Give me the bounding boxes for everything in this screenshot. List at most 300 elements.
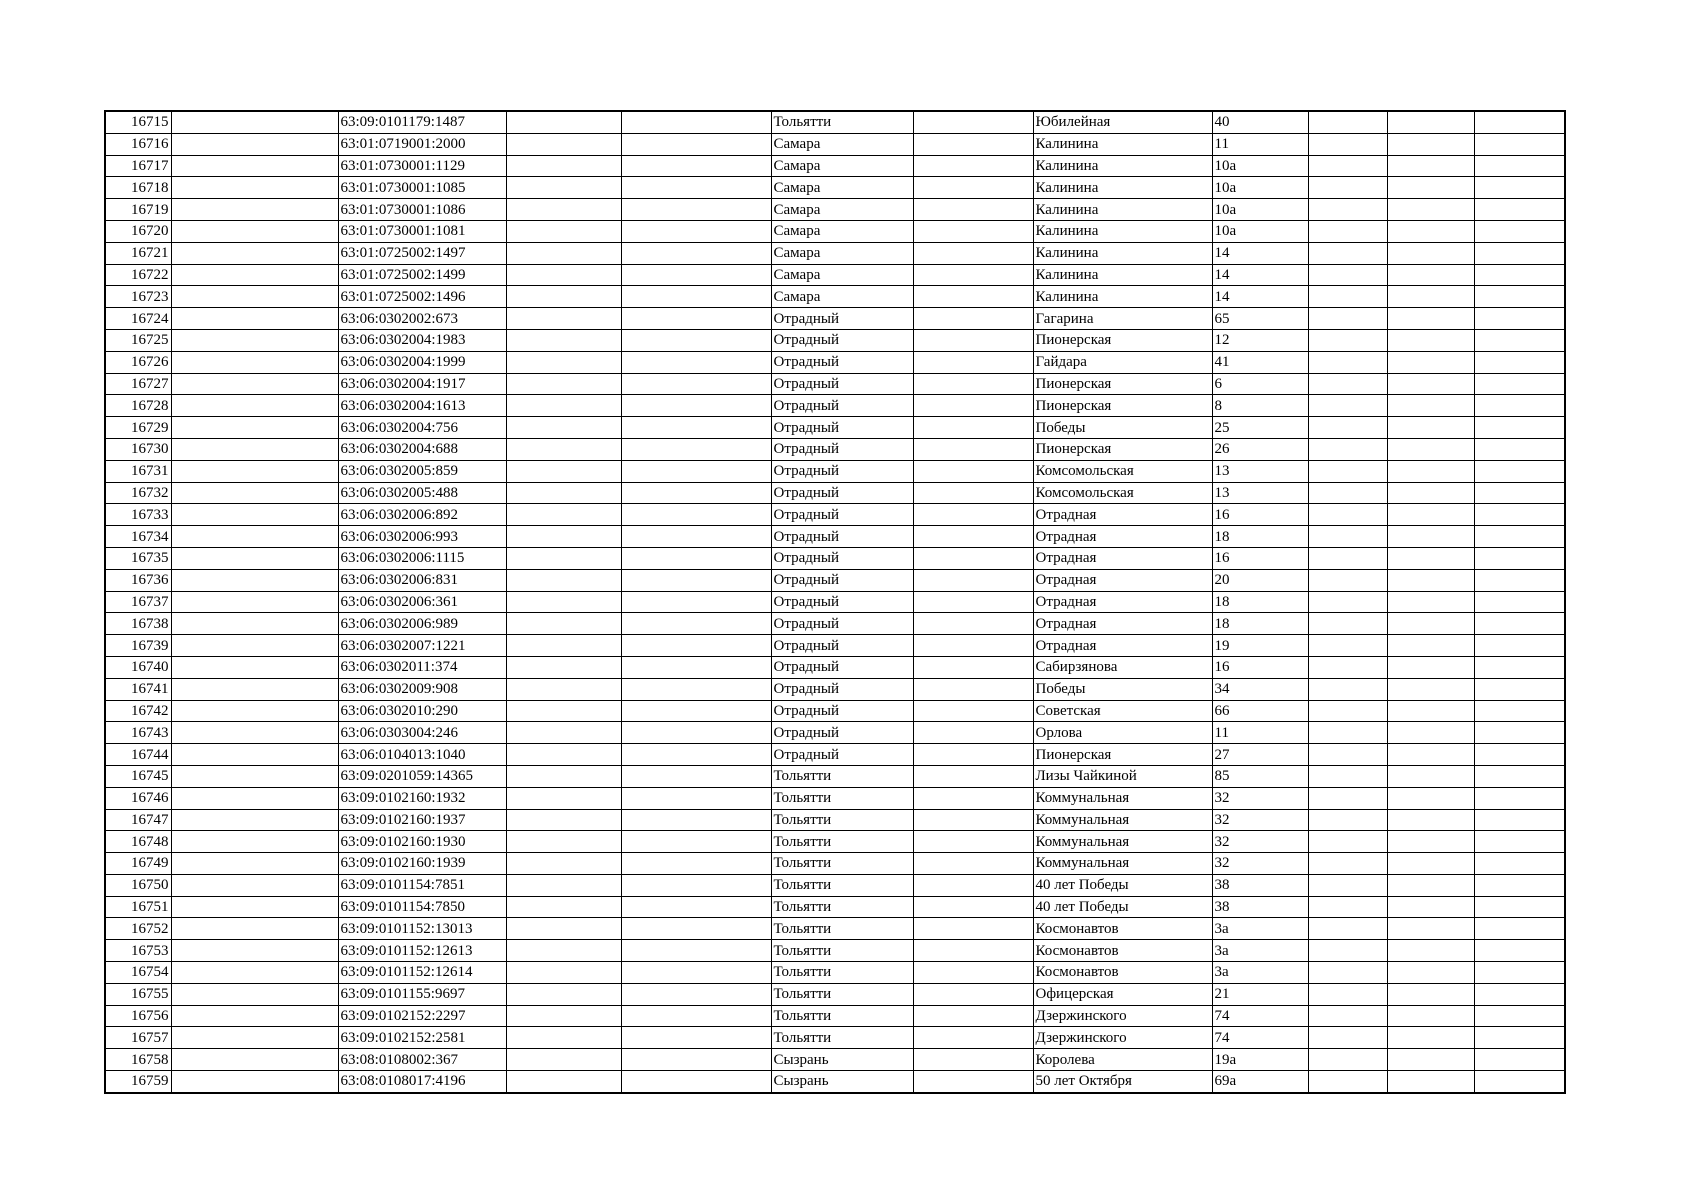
empty-cell: [171, 395, 338, 417]
empty-cell: [913, 1071, 1033, 1093]
street-cell: Калинина: [1033, 133, 1212, 155]
empty-cell: [171, 896, 338, 918]
cadastral-number-cell: 63:06:0302006:831: [338, 569, 506, 591]
cadastral-number-cell: 63:01:0730001:1085: [338, 177, 506, 199]
empty-cell: [1474, 504, 1565, 526]
empty-cell: [621, 460, 771, 482]
empty-cell: [1474, 787, 1565, 809]
row-number-cell: 16741: [105, 678, 171, 700]
empty-cell: [913, 787, 1033, 809]
empty-cell: [1387, 700, 1474, 722]
empty-cell: [1387, 613, 1474, 635]
table-row: [105, 591, 1565, 613]
empty-cell: [506, 1005, 621, 1027]
empty-cell: [621, 286, 771, 308]
empty-cell: [1308, 983, 1387, 1005]
empty-cell: [1387, 373, 1474, 395]
row-number-cell: 16752: [105, 918, 171, 940]
empty-cell: [171, 918, 338, 940]
empty-cell: [1474, 373, 1565, 395]
empty-cell: [913, 286, 1033, 308]
table-row: [105, 177, 1565, 199]
table-row: [105, 482, 1565, 504]
cadastral-number-cell: 63:06:0302002:673: [338, 308, 506, 330]
empty-cell: [913, 874, 1033, 896]
empty-cell: [913, 373, 1033, 395]
empty-cell: [913, 744, 1033, 766]
cadastral-number-cell: 63:06:0302004:1983: [338, 329, 506, 351]
house-number-cell: 32: [1212, 831, 1308, 853]
row-number-cell: 16728: [105, 395, 171, 417]
empty-cell: [1474, 1071, 1565, 1093]
empty-cell: [913, 853, 1033, 875]
empty-cell: [506, 700, 621, 722]
empty-cell: [1387, 656, 1474, 678]
cadastral-number-cell: 63:06:0303004:246: [338, 722, 506, 744]
empty-cell: [171, 460, 338, 482]
empty-cell: [1474, 635, 1565, 657]
row-number-cell: 16740: [105, 656, 171, 678]
empty-cell: [621, 1071, 771, 1093]
empty-cell: [621, 613, 771, 635]
empty-cell: [171, 133, 338, 155]
empty-cell: [506, 286, 621, 308]
empty-cell: [1387, 874, 1474, 896]
cadastral-number-cell: 63:01:0725002:1496: [338, 286, 506, 308]
empty-cell: [1308, 1049, 1387, 1071]
cadastral-number-cell: 63:09:0102152:2297: [338, 1005, 506, 1027]
house-number-cell: 19: [1212, 635, 1308, 657]
empty-cell: [913, 351, 1033, 373]
empty-cell: [1387, 395, 1474, 417]
street-cell: Калинина: [1033, 177, 1212, 199]
empty-cell: [506, 809, 621, 831]
street-cell: Дзержинского: [1033, 1005, 1212, 1027]
empty-cell: [1474, 417, 1565, 439]
empty-cell: [621, 438, 771, 460]
empty-cell: [506, 417, 621, 439]
empty-cell: [506, 373, 621, 395]
empty-cell: [1387, 547, 1474, 569]
empty-cell: [621, 656, 771, 678]
city-cell: Отрадный: [771, 635, 913, 657]
house-number-cell: 13: [1212, 460, 1308, 482]
city-cell: Тольятти: [771, 809, 913, 831]
empty-cell: [621, 809, 771, 831]
table-row: [105, 874, 1565, 896]
row-number-cell: 16754: [105, 962, 171, 984]
empty-cell: [621, 526, 771, 548]
row-number-cell: 16747: [105, 809, 171, 831]
street-cell: 40 лет Победы: [1033, 896, 1212, 918]
cadastral-number-cell: 63:01:0719001:2000: [338, 133, 506, 155]
city-cell: Отрадный: [771, 438, 913, 460]
empty-cell: [1387, 155, 1474, 177]
street-cell: Лизы Чайкиной: [1033, 765, 1212, 787]
empty-cell: [1387, 264, 1474, 286]
empty-cell: [621, 308, 771, 330]
cadastral-number-cell: 63:09:0102160:1932: [338, 787, 506, 809]
city-cell: Отрадный: [771, 460, 913, 482]
street-cell: Отрадная: [1033, 504, 1212, 526]
cadastral-number-cell: 63:06:0302005:488: [338, 482, 506, 504]
house-number-cell: 74: [1212, 1005, 1308, 1027]
empty-cell: [506, 787, 621, 809]
cadastral-number-cell: 63:09:0101154:7850: [338, 896, 506, 918]
street-cell: Коммунальная: [1033, 853, 1212, 875]
empty-cell: [1387, 482, 1474, 504]
empty-cell: [621, 155, 771, 177]
empty-cell: [1474, 133, 1565, 155]
empty-cell: [621, 635, 771, 657]
row-number-cell: 16715: [105, 111, 171, 133]
street-cell: Сабирзянова: [1033, 656, 1212, 678]
house-number-cell: 38: [1212, 874, 1308, 896]
city-cell: Отрадный: [771, 526, 913, 548]
cadastral-number-cell: 63:01:0725002:1499: [338, 264, 506, 286]
empty-cell: [1387, 526, 1474, 548]
empty-cell: [1308, 744, 1387, 766]
row-number-cell: 16735: [105, 547, 171, 569]
row-number-cell: 16744: [105, 744, 171, 766]
table-row: [105, 133, 1565, 155]
house-number-cell: 65: [1212, 308, 1308, 330]
empty-cell: [621, 940, 771, 962]
house-number-cell: 38: [1212, 896, 1308, 918]
empty-cell: [1308, 1027, 1387, 1049]
house-number-cell: 11: [1212, 133, 1308, 155]
empty-cell: [506, 962, 621, 984]
empty-cell: [171, 962, 338, 984]
empty-cell: [1474, 853, 1565, 875]
house-number-cell: 21: [1212, 983, 1308, 1005]
row-number-cell: 16730: [105, 438, 171, 460]
table-row: [105, 504, 1565, 526]
empty-cell: [1387, 460, 1474, 482]
empty-cell: [621, 547, 771, 569]
street-cell: Космонавтов: [1033, 940, 1212, 962]
empty-cell: [1308, 308, 1387, 330]
empty-cell: [506, 242, 621, 264]
city-cell: Самара: [771, 220, 913, 242]
empty-cell: [506, 351, 621, 373]
cadastral-number-cell: 63:09:0101154:7851: [338, 874, 506, 896]
table-row: [105, 111, 1565, 133]
empty-cell: [1308, 962, 1387, 984]
empty-cell: [913, 504, 1033, 526]
table-row: [105, 569, 1565, 591]
city-cell: Тольятти: [771, 1005, 913, 1027]
house-number-cell: 16: [1212, 504, 1308, 526]
empty-cell: [1387, 220, 1474, 242]
empty-cell: [171, 111, 338, 133]
row-number-cell: 16757: [105, 1027, 171, 1049]
empty-cell: [1474, 242, 1565, 264]
city-cell: Отрадный: [771, 417, 913, 439]
empty-cell: [1308, 482, 1387, 504]
empty-cell: [1308, 896, 1387, 918]
empty-cell: [913, 896, 1033, 918]
cadastral-number-cell: 63:06:0302010:290: [338, 700, 506, 722]
empty-cell: [913, 417, 1033, 439]
empty-cell: [1308, 853, 1387, 875]
empty-cell: [1474, 264, 1565, 286]
empty-cell: [621, 962, 771, 984]
house-number-cell: 32: [1212, 853, 1308, 875]
empty-cell: [913, 177, 1033, 199]
cadastral-number-cell: 63:06:0302004:756: [338, 417, 506, 439]
empty-cell: [1387, 983, 1474, 1005]
empty-cell: [1474, 111, 1565, 133]
empty-cell: [171, 678, 338, 700]
table-row: [105, 656, 1565, 678]
empty-cell: [1387, 787, 1474, 809]
empty-cell: [506, 395, 621, 417]
empty-cell: [621, 1027, 771, 1049]
empty-cell: [171, 482, 338, 504]
empty-cell: [1474, 809, 1565, 831]
empty-cell: [171, 765, 338, 787]
empty-cell: [1387, 286, 1474, 308]
city-cell: Тольятти: [771, 853, 913, 875]
empty-cell: [621, 242, 771, 264]
empty-cell: [506, 983, 621, 1005]
row-number-cell: 16733: [105, 504, 171, 526]
city-cell: Отрадный: [771, 744, 913, 766]
house-number-cell: 69а: [1212, 1071, 1308, 1093]
city-cell: Тольятти: [771, 831, 913, 853]
empty-cell: [506, 504, 621, 526]
empty-cell: [913, 111, 1033, 133]
street-cell: Пионерская: [1033, 438, 1212, 460]
house-number-cell: 12: [1212, 329, 1308, 351]
row-number-cell: 16738: [105, 613, 171, 635]
house-number-cell: 19а: [1212, 1049, 1308, 1071]
row-number-cell: 16739: [105, 635, 171, 657]
empty-cell: [1387, 199, 1474, 221]
street-cell: Отрадная: [1033, 591, 1212, 613]
house-number-cell: 74: [1212, 1027, 1308, 1049]
row-number-cell: 16722: [105, 264, 171, 286]
empty-cell: [506, 220, 621, 242]
empty-cell: [1308, 460, 1387, 482]
table-row: [105, 395, 1565, 417]
cadastral-number-cell: 63:06:0302004:688: [338, 438, 506, 460]
empty-cell: [171, 155, 338, 177]
empty-cell: [171, 329, 338, 351]
empty-cell: [621, 220, 771, 242]
house-number-cell: 10а: [1212, 199, 1308, 221]
street-cell: Отрадная: [1033, 526, 1212, 548]
city-cell: Отрадный: [771, 569, 913, 591]
empty-cell: [1474, 940, 1565, 962]
empty-cell: [506, 111, 621, 133]
empty-cell: [1308, 242, 1387, 264]
empty-cell: [1474, 308, 1565, 330]
street-cell: Пионерская: [1033, 395, 1212, 417]
empty-cell: [1308, 765, 1387, 787]
empty-cell: [621, 678, 771, 700]
city-cell: Самара: [771, 286, 913, 308]
empty-cell: [171, 373, 338, 395]
empty-cell: [171, 1071, 338, 1093]
empty-cell: [913, 569, 1033, 591]
cadastral-number-cell: 63:06:0302004:1613: [338, 395, 506, 417]
empty-cell: [621, 133, 771, 155]
city-cell: Тольятти: [771, 940, 913, 962]
table-row: [105, 787, 1565, 809]
table-row: [105, 1027, 1565, 1049]
empty-cell: [171, 787, 338, 809]
empty-cell: [1474, 177, 1565, 199]
empty-cell: [1308, 722, 1387, 744]
empty-cell: [913, 438, 1033, 460]
empty-cell: [506, 133, 621, 155]
empty-cell: [171, 199, 338, 221]
empty-cell: [913, 809, 1033, 831]
city-cell: Самара: [771, 133, 913, 155]
table-row: [105, 700, 1565, 722]
empty-cell: [506, 177, 621, 199]
empty-cell: [506, 678, 621, 700]
empty-cell: [621, 504, 771, 526]
street-cell: Офицерская: [1033, 983, 1212, 1005]
row-number-cell: 16749: [105, 853, 171, 875]
row-number-cell: 16736: [105, 569, 171, 591]
empty-cell: [913, 155, 1033, 177]
cadastral-number-cell: 63:09:0201059:14365: [338, 765, 506, 787]
table-row: [105, 417, 1565, 439]
empty-cell: [1387, 1005, 1474, 1027]
empty-cell: [1387, 918, 1474, 940]
cadastral-number-cell: 63:01:0730001:1086: [338, 199, 506, 221]
empty-cell: [913, 700, 1033, 722]
table-row: [105, 809, 1565, 831]
house-number-cell: 16: [1212, 656, 1308, 678]
empty-cell: [1387, 417, 1474, 439]
empty-cell: [1387, 111, 1474, 133]
street-cell: Советская: [1033, 700, 1212, 722]
empty-cell: [171, 831, 338, 853]
row-number-cell: 16756: [105, 1005, 171, 1027]
row-number-cell: 16748: [105, 831, 171, 853]
table-row: [105, 722, 1565, 744]
table-row: [105, 1049, 1565, 1071]
empty-cell: [621, 482, 771, 504]
empty-cell: [913, 482, 1033, 504]
street-cell: Калинина: [1033, 199, 1212, 221]
street-cell: 50 лет Октября: [1033, 1071, 1212, 1093]
empty-cell: [171, 1005, 338, 1027]
city-cell: Самара: [771, 155, 913, 177]
cadastral-number-cell: 63:01:0725002:1497: [338, 242, 506, 264]
city-cell: Отрадный: [771, 547, 913, 569]
empty-cell: [171, 591, 338, 613]
empty-cell: [171, 940, 338, 962]
empty-cell: [1474, 700, 1565, 722]
house-number-cell: 10а: [1212, 155, 1308, 177]
street-cell: Космонавтов: [1033, 918, 1212, 940]
empty-cell: [1308, 417, 1387, 439]
empty-cell: [1387, 1071, 1474, 1093]
cadastral-number-cell: 63:09:0102152:2581: [338, 1027, 506, 1049]
empty-cell: [1474, 460, 1565, 482]
empty-cell: [1308, 504, 1387, 526]
house-number-cell: 27: [1212, 744, 1308, 766]
empty-cell: [1474, 482, 1565, 504]
city-cell: Отрадный: [771, 656, 913, 678]
empty-cell: [621, 853, 771, 875]
street-cell: Отрадная: [1033, 635, 1212, 657]
city-cell: Отрадный: [771, 591, 913, 613]
row-number-cell: 16742: [105, 700, 171, 722]
empty-cell: [1474, 569, 1565, 591]
empty-cell: [1308, 329, 1387, 351]
empty-cell: [621, 722, 771, 744]
cadastral-number-cell: 63:08:0108017:4196: [338, 1071, 506, 1093]
house-number-cell: 10а: [1212, 177, 1308, 199]
empty-cell: [506, 765, 621, 787]
empty-cell: [1474, 547, 1565, 569]
city-cell: Отрадный: [771, 329, 913, 351]
house-number-cell: 16: [1212, 547, 1308, 569]
empty-cell: [913, 831, 1033, 853]
empty-cell: [1474, 395, 1565, 417]
table-row: [105, 547, 1565, 569]
empty-cell: [506, 744, 621, 766]
empty-cell: [1308, 831, 1387, 853]
row-number-cell: 16716: [105, 133, 171, 155]
street-cell: Орлова: [1033, 722, 1212, 744]
empty-cell: [506, 613, 621, 635]
street-cell: Пионерская: [1033, 373, 1212, 395]
empty-cell: [1308, 591, 1387, 613]
empty-cell: [621, 874, 771, 896]
house-number-cell: 18: [1212, 591, 1308, 613]
empty-cell: [506, 635, 621, 657]
empty-cell: [1474, 351, 1565, 373]
city-cell: Отрадный: [771, 395, 913, 417]
cadastral-number-cell: 63:06:0302006:993: [338, 526, 506, 548]
empty-cell: [1474, 744, 1565, 766]
row-number-cell: 16737: [105, 591, 171, 613]
empty-cell: [1474, 1005, 1565, 1027]
cadastral-number-cell: 63:09:0101152:12614: [338, 962, 506, 984]
cadastral-number-cell: 63:09:0101155:9697: [338, 983, 506, 1005]
empty-cell: [1308, 656, 1387, 678]
empty-cell: [171, 656, 338, 678]
empty-cell: [506, 1027, 621, 1049]
house-number-cell: 6: [1212, 373, 1308, 395]
empty-cell: [1308, 155, 1387, 177]
empty-cell: [621, 983, 771, 1005]
row-number-cell: 16731: [105, 460, 171, 482]
cadastral-number-cell: 63:09:0102160:1939: [338, 853, 506, 875]
empty-cell: [171, 853, 338, 875]
empty-cell: [506, 155, 621, 177]
empty-cell: [1387, 133, 1474, 155]
city-cell: Отрадный: [771, 504, 913, 526]
street-cell: Коммунальная: [1033, 809, 1212, 831]
table-row: [105, 853, 1565, 875]
row-number-cell: 16745: [105, 765, 171, 787]
empty-cell: [913, 962, 1033, 984]
street-cell: Юбилейная: [1033, 111, 1212, 133]
table-row: [105, 242, 1565, 264]
registry-table-body: [105, 111, 1565, 1093]
empty-cell: [621, 831, 771, 853]
empty-cell: [1387, 896, 1474, 918]
